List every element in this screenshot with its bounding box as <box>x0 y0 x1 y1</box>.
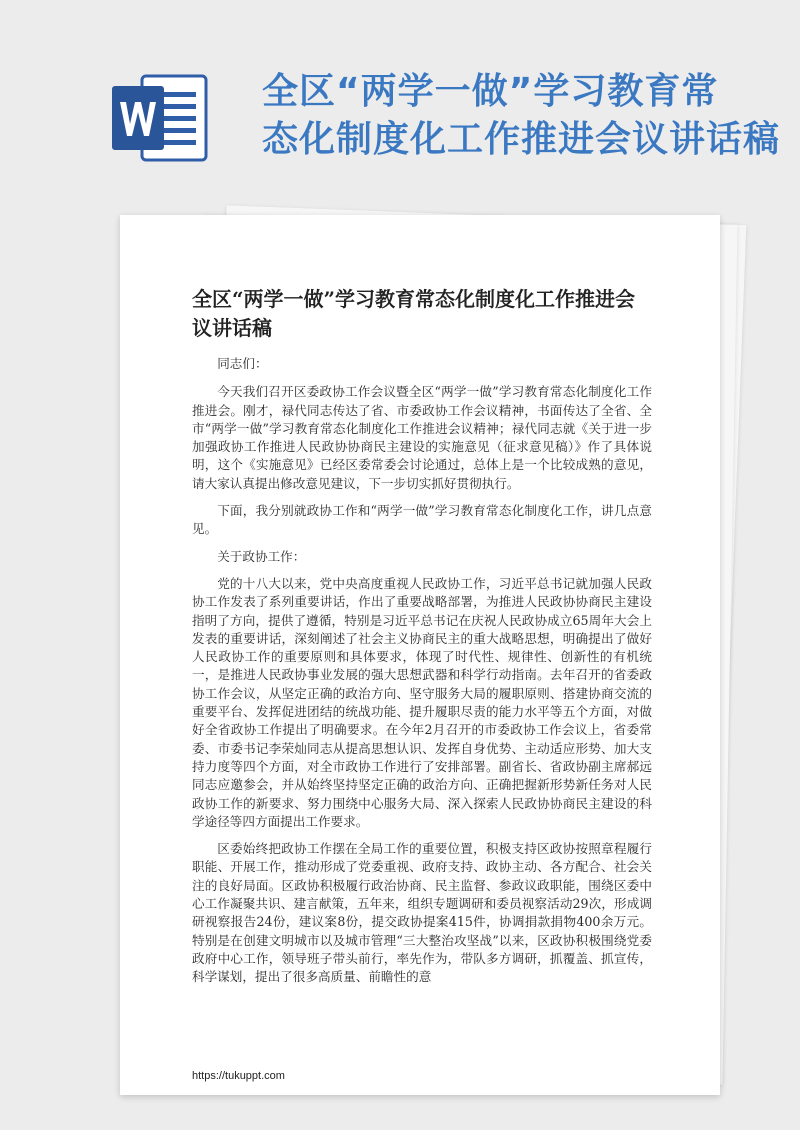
paragraph: 党的十八大以来，党中央高度重视人民政协工作，习近平总书记就加强人民政协工作发表了系列重要讲话，作出了重要战略部署，为推进人民政协协商民主建设指明了方向，提供了遵循，特别是习近平总书记在庆祝人民政协成立65周年大会上发表的重要讲话，深刻阐述了社会主义协商民主的重大战略思想，明确提出了做好人民政协工作的重要原则和具体要求，体现了时代性、规律性、创新性的有机统一，是推进人民政协事业发展的强大思想武器和科学行动指南。去年召开的省委政协工作会议，从坚定正确的政治方向、坚守服务大局的履职原则、搭建协商交流的重要平台、发挥促进团结的统战功能、提升履职尽责的能力水平等五个方面，对做好全省政协工作提出了明确要求。在今年2月召开的市委政协工作会议上，省委常委、市委书记李荣灿同志从提高思想认识、发挥自身优势、主动适应形势、加大支持力度等四个方面，对全市政协工作进行了安排部署。副省长、省政协副主席郝远同志应邀参会，并从始终坚持坚定正确的政治方向、正确把握新形势新任务对人民政协工作的新要求、努力围绕中心服务大局、深入探索人民政协协商民主建设的科学途径等四方面提出工作要求。 <box>192 575 652 829</box>
greeting: 同志们： <box>217 356 268 371</box>
paragraph: 区委始终把政协工作摆在全局工作的重要位置，积极支持区政协按照章程履行职能、开展工作，推动形成了党委重视、政府支持、政协主动、各方配合、社会关注的良好局面。区政协积极履行政治协商、民主监督、参政议政职能，围绕区委中心工作凝聚共识、建言献策，五年来，组织专题调研和委员视察活动29次，形成调研视察报告24份，建议案8份，提交政协提案415件，协调捐款捐物400余万元。特别是在创建文明城市以及城市管理“三大整治攻坚战”以来，区政协积极围绕党委政府中心工作，领导班子带头前行，率先作为，带队多方调研，抓覆盖、抓宣传，科学谋划，提出了很多高质量、前瞻性的意 <box>192 841 652 985</box>
paragraph: 今天我们召开区委政协工作会议暨全区“两学一做”学习教育常态化制度化工作推进会。刚才，禄代同志传达了省、市委政协工作会议精神，书面传达了全省、全市“两学一做”学习教育常态化制度化工作推进会议精神；禄代同志就《关于进一步加强政协工作推进人民政协协商民主建设的实施意见（征求意见稿）》作了具体说明，这个《实施意见》已经区委常委会讨论通过，总体上是一个比较成熟的意见，请大家认真提出修改意见建议，下一步切实抓好贯彻执行。 <box>192 384 652 491</box>
document-body <box>192 355 652 996</box>
footer-url: https://tukuppt.com <box>192 1070 285 1082</box>
header <box>0 0 800 200</box>
paragraph: 下面，我分别就政协工作和“两学一做”学习教育常态化制度化工作，讲几点意见。 <box>192 503 652 537</box>
document-title: 全区“两学一做”学习教育常态化制度化工作推进会议讲话稿 <box>192 287 636 340</box>
document-page <box>120 215 720 1095</box>
word-icon <box>108 70 214 166</box>
section-heading: 关于政协工作： <box>217 548 306 564</box>
header-title-line2: 态化制度化工作推进会议讲话稿 <box>262 119 781 160</box>
header-title-line1: 全区“两学一做”学习教育常 <box>262 71 719 112</box>
header-title <box>262 68 782 164</box>
